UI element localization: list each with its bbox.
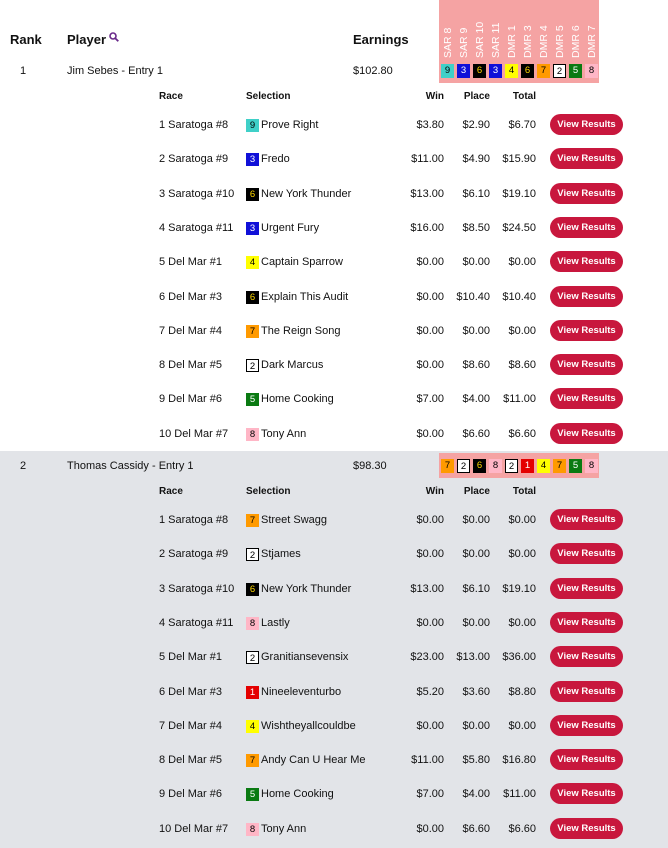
race-name: 5 Del Mar #1 (159, 256, 222, 269)
saddlecloth-chip: 8 (246, 428, 259, 441)
view-results-button[interactable]: View Results (550, 423, 623, 444)
horse-name: Andy Can U Hear Me (261, 754, 366, 767)
win-value: $13.00 (410, 187, 444, 200)
race-name: 4 Saratoga #11 (159, 221, 234, 234)
total-value: $16.80 (502, 754, 536, 767)
saddlecloth-chip: 7 (246, 325, 259, 338)
view-results-button[interactable]: View Results (550, 114, 623, 135)
view-results-button[interactable]: View Results (550, 217, 623, 238)
rank-value: 2 (20, 460, 27, 472)
horse-name: Granitiansevensix (261, 651, 349, 664)
saddlecloth-chip: 8 (246, 823, 259, 836)
horse-name: Lastly (261, 616, 290, 629)
horse-name: Captain Sparrow (261, 256, 343, 269)
total-value: $24.50 (502, 221, 536, 234)
view-results-button[interactable]: View Results (550, 612, 623, 633)
saddlecloth-chip: 8 (246, 617, 259, 630)
race-name: 8 Del Mar #5 (159, 359, 222, 372)
total-value: $0.00 (508, 719, 536, 732)
total-value: $11.00 (503, 393, 536, 406)
race-name: 2 Saratoga #9 (159, 153, 229, 166)
view-results-button[interactable]: View Results (550, 320, 623, 341)
saddlecloth-chip: 5 (246, 788, 259, 801)
place-value: $10.40 (456, 290, 490, 303)
race-name: 4 Saratoga #11 (159, 616, 234, 629)
place-value: $13.00 (456, 651, 490, 664)
horse-name: Street Swagg (261, 514, 328, 526)
total-value: $11.00 (503, 788, 536, 801)
view-results-button[interactable]: View Results (550, 354, 623, 375)
horse-name: Urgent Fury (261, 221, 320, 234)
saddlecloth-chip: 5 (569, 459, 582, 473)
saddlecloth-chip: 5 (569, 64, 582, 78)
win-value: $16.00 (410, 221, 444, 234)
win-value: $0.00 (416, 514, 444, 526)
horse-name: Explain This Audit (261, 290, 349, 303)
view-results-button[interactable]: View Results (550, 148, 623, 169)
place-value: $0.00 (462, 719, 490, 732)
view-results-button[interactable]: View Results (550, 715, 623, 736)
place-value: $4.00 (462, 788, 490, 801)
saddlecloth-chip: 8 (585, 459, 598, 473)
earnings-header[interactable]: Earnings (353, 32, 409, 47)
saddlecloth-chip: 2 (505, 459, 518, 473)
total-value: $8.60 (508, 359, 536, 372)
total-value: $0.00 (508, 514, 536, 526)
race-name: 9 Del Mar #6 (159, 393, 222, 406)
saddlecloth-chip: 7 (246, 754, 259, 767)
race-name: 2 Saratoga #9 (159, 548, 229, 561)
saddlecloth-chip: 7 (246, 514, 259, 527)
win-value: $0.00 (416, 324, 444, 337)
total-value: $36.00 (502, 651, 536, 664)
saddlecloth-chip: 6 (246, 188, 259, 201)
total-value: $10.40 (502, 290, 536, 303)
win-value: $0.00 (416, 290, 444, 303)
horse-name: Fredo (261, 153, 290, 166)
race-name: 5 Del Mar #1 (159, 651, 222, 664)
saddlecloth-chip: 3 (457, 64, 470, 78)
total-value: $0.00 (508, 616, 536, 629)
saddlecloth-chip: 2 (246, 548, 259, 561)
win-value: $0.00 (416, 256, 444, 269)
player-header[interactable]: Player (67, 32, 107, 47)
view-results-button[interactable]: View Results (550, 578, 623, 599)
win-value: $0.00 (416, 719, 444, 732)
saddlecloth-chip: 3 (246, 222, 259, 235)
race-column-label: SAR 8 (442, 27, 454, 58)
saddlecloth-chip: 6 (246, 291, 259, 304)
view-results-button[interactable]: View Results (550, 388, 623, 409)
place-value: $4.00 (462, 393, 490, 406)
horse-name: Dark Marcus (261, 359, 324, 372)
place-value: $6.10 (462, 187, 490, 200)
win-value: $13.00 (410, 582, 444, 595)
saddlecloth-chip: 4 (246, 256, 259, 269)
total-value: $6.60 (508, 427, 536, 440)
horse-name: Stjames (261, 548, 301, 561)
saddlecloth-chip: 8 (489, 459, 502, 473)
saddlecloth-chip: 2 (246, 359, 259, 372)
view-results-button[interactable]: View Results (550, 251, 623, 272)
saddlecloth-chip: 6 (473, 64, 486, 78)
total-value: $6.60 (508, 822, 536, 835)
total-value: $0.00 (508, 324, 536, 337)
place-value: $6.10 (462, 582, 490, 595)
saddlecloth-chip: 2 (246, 651, 259, 664)
place-value: $8.60 (462, 359, 490, 372)
win-value: $0.00 (416, 427, 444, 440)
race-subheader: Race (159, 486, 183, 497)
win-value: $3.80 (416, 119, 444, 131)
win-subheader: Win (425, 91, 444, 102)
win-value: $5.20 (416, 685, 444, 698)
total-value: $19.10 (502, 582, 536, 595)
saddlecloth-chip: 7 (537, 64, 550, 78)
place-value: $0.00 (462, 616, 490, 629)
player-name[interactable]: Thomas Cassidy - Entry 1 (67, 460, 194, 472)
win-value: $7.00 (416, 393, 444, 406)
selection-subheader: Selection (246, 91, 291, 102)
total-value: $6.70 (508, 119, 536, 131)
win-subheader: Win (425, 486, 444, 497)
horse-name: Wishtheyallcouldbe (261, 719, 356, 732)
selection-subheader: Selection (246, 486, 291, 497)
saddlecloth-chip: 4 (537, 459, 550, 473)
race-column-label: DMR 5 (554, 25, 566, 58)
earnings-value: $102.80 (353, 65, 393, 77)
place-value: $0.00 (462, 256, 490, 269)
race-column-label: SAR 10 (474, 21, 486, 58)
race-subheader: Race (159, 91, 183, 102)
race-name: 7 Del Mar #4 (159, 719, 222, 732)
saddlecloth-chip: 5 (246, 393, 259, 406)
saddlecloth-chip: 9 (246, 119, 259, 132)
race-name: 6 Del Mar #3 (159, 290, 222, 303)
race-column-label: DMR 1 (506, 25, 518, 58)
race-name: 1 Saratoga #8 (159, 514, 229, 526)
view-results-button[interactable]: View Results (550, 646, 623, 667)
place-value: $6.60 (462, 822, 490, 835)
race-column-label: SAR 9 (458, 27, 470, 58)
saddlecloth-chip: 3 (489, 64, 502, 78)
view-results-button[interactable]: View Results (550, 783, 623, 804)
saddlecloth-chip: 6 (246, 583, 259, 596)
race-name: 1 Saratoga #8 (159, 119, 229, 131)
place-value: $0.00 (462, 324, 490, 337)
place-value: $0.00 (462, 514, 490, 526)
saddlecloth-chip: 7 (441, 459, 454, 473)
race-column-label: SAR 11 (490, 22, 502, 58)
win-value: $0.00 (416, 548, 444, 561)
saddlecloth-chip: 4 (505, 64, 518, 78)
earnings-value: $98.30 (353, 460, 387, 472)
place-value: $0.00 (462, 548, 490, 561)
rank-header: Rank (10, 32, 42, 47)
win-value: $0.00 (416, 616, 444, 629)
race-name: 8 Del Mar #5 (159, 754, 222, 767)
race-column-label: DMR 3 (522, 25, 534, 58)
view-results-button[interactable]: View Results (550, 286, 623, 307)
horse-name: Home Cooking (261, 393, 334, 406)
saddlecloth-chip: 2 (457, 459, 470, 473)
race-column-label: DMR 4 (538, 25, 550, 58)
saddlecloth-chip: 6 (473, 459, 486, 473)
saddlecloth-chip: 4 (246, 720, 259, 733)
saddlecloth-chip: 8 (585, 64, 598, 78)
horse-name: Nineeleventurbo (261, 685, 342, 698)
saddlecloth-chip: 1 (246, 686, 259, 699)
race-name: 3 Saratoga #10 (159, 582, 235, 595)
race-name: 10 Del Mar #7 (159, 822, 229, 835)
view-results-button[interactable]: View Results (550, 749, 623, 770)
win-value: $0.00 (416, 822, 444, 835)
view-results-button[interactable]: View Results (550, 543, 623, 564)
total-value: $8.80 (508, 685, 536, 698)
race-name: 3 Saratoga #10 (159, 187, 235, 200)
saddlecloth-chip: 1 (521, 459, 534, 473)
place-subheader: Place (463, 91, 490, 102)
saddlecloth-chip: 3 (246, 153, 259, 166)
horse-name: Home Cooking (261, 788, 334, 801)
horse-name: Tony Ann (261, 427, 307, 440)
total-value: $0.00 (508, 548, 536, 561)
place-value: $3.60 (462, 685, 490, 698)
horse-name: New York Thunder (261, 187, 352, 200)
place-value: $6.60 (462, 427, 490, 440)
place-value: $4.90 (462, 153, 490, 166)
total-value: $15.90 (502, 153, 536, 166)
win-value: $7.00 (416, 788, 444, 801)
race-column-label: DMR 6 (570, 25, 582, 58)
race-name: 6 Del Mar #3 (159, 685, 222, 698)
horse-name: The Reign Song (261, 324, 341, 337)
win-value: $0.00 (416, 359, 444, 372)
place-value: $5.80 (462, 754, 490, 767)
saddlecloth-chip: 6 (521, 64, 534, 78)
win-value: $11.00 (411, 153, 444, 166)
win-value: $11.00 (411, 754, 444, 767)
search-icon[interactable] (109, 32, 119, 42)
view-results-button[interactable]: View Results (550, 509, 623, 530)
win-value: $23.00 (410, 651, 444, 664)
race-column-label: DMR 7 (586, 25, 598, 58)
saddlecloth-chip: 9 (441, 64, 454, 78)
view-results-button[interactable]: View Results (550, 681, 623, 702)
view-results-button[interactable]: View Results (550, 818, 623, 839)
saddlecloth-chip: 2 (553, 64, 566, 78)
player-name[interactable]: Jim Sebes - Entry 1 (67, 65, 163, 77)
horse-name: New York Thunder (261, 582, 352, 595)
saddlecloth-chip: 7 (553, 459, 566, 473)
total-value: $19.10 (502, 187, 536, 200)
place-value: $2.90 (462, 119, 490, 131)
total-value: $0.00 (508, 256, 536, 269)
total-subheader: Total (512, 91, 536, 102)
horse-name: Prove Right (261, 119, 319, 131)
race-name: 9 Del Mar #6 (159, 788, 222, 801)
race-name: 10 Del Mar #7 (159, 427, 229, 440)
rank-value: 1 (20, 65, 27, 77)
place-value: $8.50 (462, 221, 490, 234)
race-name: 7 Del Mar #4 (159, 324, 222, 337)
horse-name: Tony Ann (261, 822, 307, 835)
view-results-button[interactable]: View Results (550, 183, 623, 204)
place-subheader: Place (463, 486, 490, 497)
total-subheader: Total (512, 486, 536, 497)
